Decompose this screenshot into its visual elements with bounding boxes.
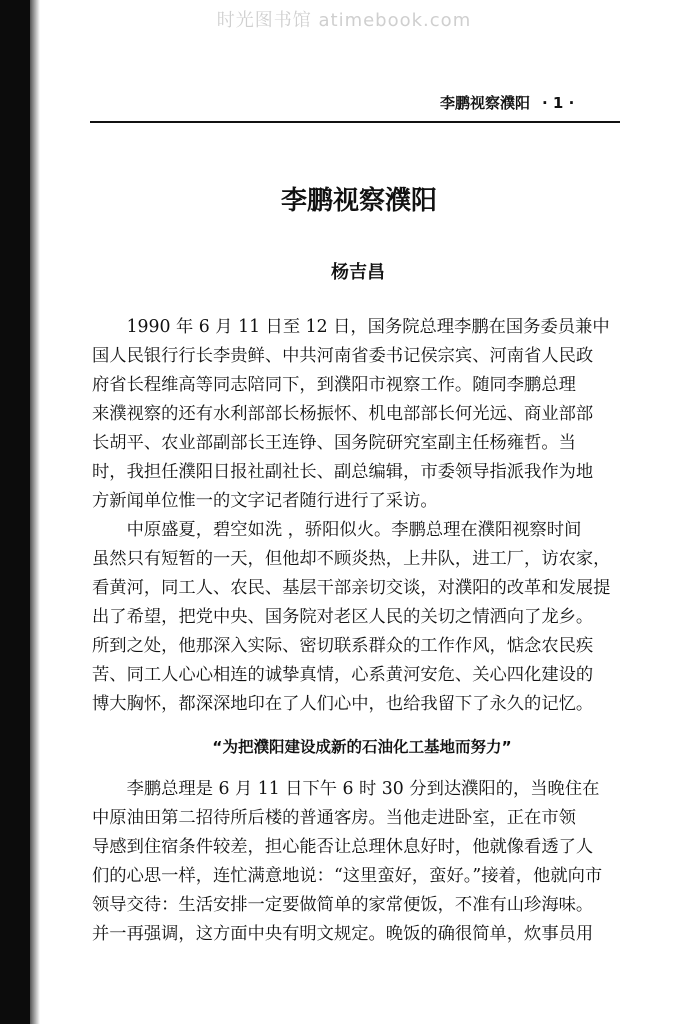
text-line: 来濮视察的还有水利部部长杨振怀、机电部部长何光远、商业部部 — [92, 404, 594, 424]
text-line: 中原油田第二招待所后楼的普通客房。当他走进卧室，正在市领 — [92, 808, 576, 828]
header-rule — [90, 121, 620, 123]
text-line: 中原盛夏，碧空如洗 ，骄阳似火。李鹏总理在濮阳视察时间 — [92, 520, 582, 540]
text-line: 府省长程维高等同志陪同下，到濮阳市视察工作。随同李鹏总理 — [92, 375, 576, 395]
text-line: 1990 年 6 月 11 日至 12 日，国务院总理李鹏在国务委员兼中 — [92, 317, 610, 337]
text-line: 出了希望，把党中央、国务院对老区人民的关切之情洒向了龙乡。 — [92, 607, 594, 627]
paragraph-3 — [92, 775, 622, 949]
paragraph-1 — [92, 313, 622, 516]
book-binding-edge — [0, 0, 30, 1024]
text-line: 长胡平、农业部副部长王连铮、国务院研究室副主任杨雍哲。当 — [92, 433, 576, 453]
text-line: 方新闻单位惟一的文字记者随行进行了采访。 — [92, 491, 438, 511]
text-line: 并一再强调，这方面中央有明文规定。晚饭的确很简单，炊事员用 — [92, 924, 594, 944]
text-line: 国人民银行行长李贵鲜、中共河南省委书记侯宗宾、河南省人民政 — [92, 346, 594, 366]
text-line: 导感到住宿条件较差，担心能否让总理休息好时，他就像看透了人 — [92, 837, 594, 857]
text-line: 看黄河，同工人、农民、基层干部亲切交谈，对濮阳的改革和发展提 — [92, 578, 611, 598]
article-title: 李鹏视察濮阳 — [280, 186, 437, 216]
author-name: 杨吉昌 — [331, 262, 385, 283]
text-line: 苦、同工人心心相连的诚挚真情，心系黄河安危、关心四化建设的 — [92, 665, 594, 685]
section-heading: “为把濮阳建设成新的石油化工基地而努力” — [212, 738, 512, 756]
running-head-title: 李鹏视察濮阳 — [440, 94, 531, 112]
paragraph-2 — [92, 516, 622, 719]
text-line: 所到之处，他那深入实际、密切联系群众的工作作风，惦念农民疾 — [92, 636, 594, 656]
article-body — [92, 313, 622, 949]
page-number: · 1 · — [542, 94, 575, 112]
text-line: 时，我担任濮阳日报社副社长、副总编辑，市委领导指派我作为地 — [92, 462, 594, 482]
binding-shadow — [30, 0, 40, 1024]
text-line: 虽然只有短暂的一天，但他却不顾炎热，上井队，进工厂，访农家， — [92, 549, 611, 569]
text-line: 李鹏总理是 6 月 11 日下午 6 时 30 分到达濮阳的，当晚住在 — [92, 779, 600, 799]
text-line: 领导交待：生活安排一定要做简单的家常便饭，不准有山珍海味。 — [92, 895, 594, 915]
running-head — [440, 92, 574, 113]
text-line: 博大胸怀，都深深地印在了人们心中，也给我留下了永久的记忆。 — [92, 694, 594, 714]
watermark: 时光图书馆 atimebook.com — [216, 10, 472, 31]
text-line: 们的心思一样，连忙满意地说：“这里蛮好，蛮好。”接着，他就向市 — [92, 866, 603, 886]
